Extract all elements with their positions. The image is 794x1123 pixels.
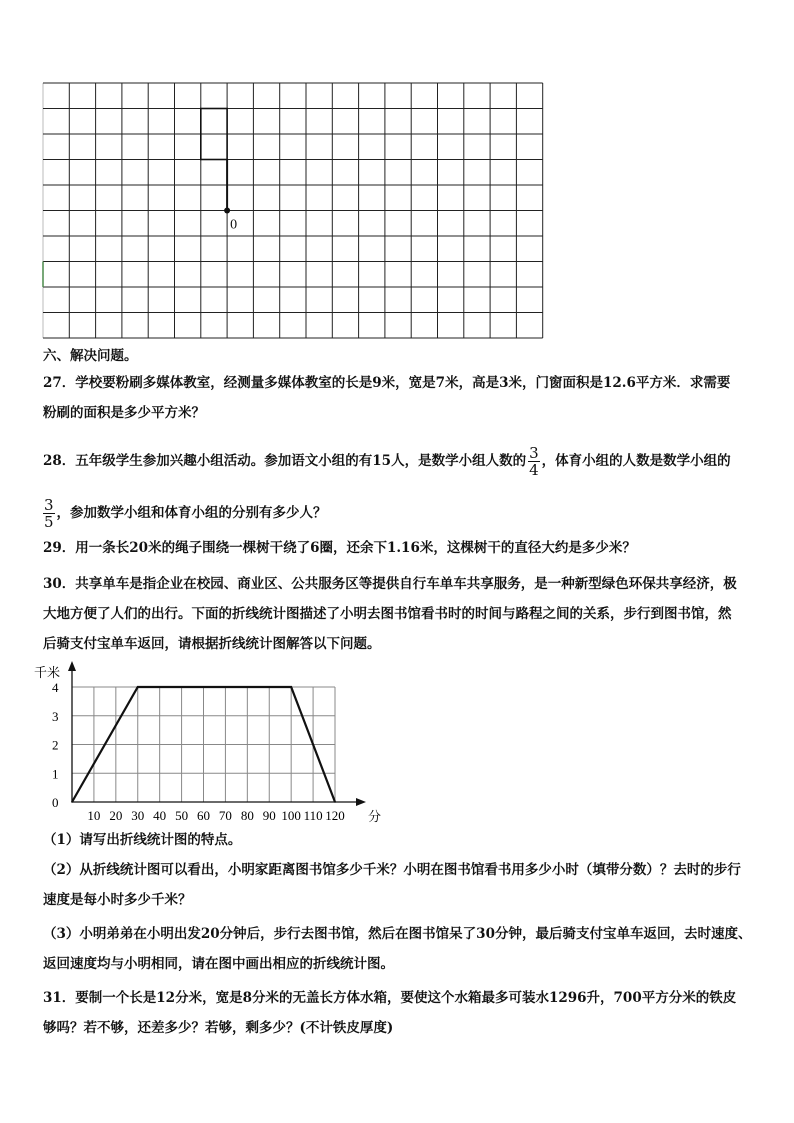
question-28-text: 28．五年级学生参加兴趣小组活动。参加语文小组的有15人，是数学小组人数的 <box>43 453 527 469</box>
section-title: 六、解决问题。 <box>43 348 138 364</box>
y-tick-label: 2 <box>52 737 59 753</box>
fraction-denominator: 4 <box>529 461 539 479</box>
origin-point <box>224 208 230 214</box>
y-axis-label: 千米 <box>34 665 61 680</box>
question-27-line-1: 27．学校要粉刷多媒体教室，经测量多媒体教室的长是9米，宽是7米，高是3米，门窗面积是12.6平方米．求需要 <box>43 375 731 391</box>
question-27-line-2: 粉刷的面积是多少平方米？ <box>43 405 205 421</box>
fraction-numerator: 3 <box>44 496 54 514</box>
fraction-denominator: 5 <box>44 513 54 531</box>
x-tick-label: 90 <box>262 808 276 823</box>
x-tick-label: 20 <box>109 808 123 823</box>
x-tick-label: 120 <box>325 808 345 823</box>
question-30-sub-2-line-2: 速度是每小时多少千米？ <box>43 892 192 908</box>
y-tick-label: 4 <box>52 680 59 695</box>
x-tick-label: 80 <box>240 808 254 823</box>
question-29: 29．用一条长20米的绳子围绕一棵树干绕了6圈，还余下1.16米，这棵树干的直径大约是多少米？ <box>43 540 636 556</box>
x-tick-label: 60 <box>197 808 210 823</box>
series-point <box>290 686 292 688</box>
question-30-line-3: 后骑支付宝单车返回，请根据折线统计图解答以下问题。 <box>43 636 381 652</box>
question-30-line-1: 30．共享单车是指企业在校园、商业区、公共服务区等提供自行车单车共享服务，是一种新型绿色环保共享经济，极 <box>43 576 737 592</box>
question-30-sub-2-line-1: （2）从折线统计图可以看出，小明家距离图书馆多少千米？小明在图书馆看书用多少小时（填带分数）？去时的步行 <box>43 862 741 878</box>
fraction-numerator: 3 <box>529 444 539 462</box>
y-tick-label: 3 <box>52 708 59 724</box>
question-28-text: ，参加数学小组和体育小组的分别有多少人？ <box>56 505 327 521</box>
fraction-three-quarters <box>528 445 540 478</box>
question-28-line-2 <box>43 494 327 532</box>
y-axis-arrow-icon <box>68 661 76 671</box>
question-28-text: ，体育小组的人数是数学小组的 <box>541 453 731 469</box>
question-30-line-2: 大地方便了人们的出行。下面的折线统计图描述了小明去图书馆看书时的时间与路程之间的关系，步行到图书馆，然 <box>43 606 732 622</box>
x-axis-label: 分 <box>368 809 382 824</box>
question-30-sub-3-line-2: 返回速度均与小明相同，请在图中画出相应的折线统计图。 <box>43 956 394 972</box>
x-tick-label: 70 <box>218 808 232 823</box>
x-tick-label: 50 <box>175 808 189 823</box>
x-tick-label: 30 <box>131 808 145 823</box>
series-point <box>71 801 73 803</box>
x-tick-label: 40 <box>153 808 167 823</box>
coordinate-grid <box>40 80 550 342</box>
question-31-line-1: 31．要制一个长是12分米，宽是8分米的无盖长方体水箱，要使这个水箱最多可装水1296升，700平方分米的铁皮 <box>43 990 737 1006</box>
question-30-sub-3-line-1: （3）小明弟弟在小明出发20分钟后，步行去图书馆，然后在图书馆呆了30分钟，最后骑支付宝单车返回，去时速度、 <box>43 926 752 942</box>
y-tick-label: 1 <box>52 766 59 782</box>
distance-time-line-chart <box>30 655 390 830</box>
question-30-sub-1: （1）请写出折线统计图的特点。 <box>43 832 242 848</box>
question-28-line-1 <box>43 442 731 480</box>
series-point <box>137 686 139 688</box>
x-axis-arrow-icon <box>356 798 366 806</box>
x-tick-label: 110 <box>303 808 323 823</box>
fraction-three-fifths <box>43 497 55 530</box>
series-point <box>334 801 336 803</box>
question-31-line-2: 够吗？若不够，还差多少？若够，剩多少？(不计铁皮厚度) <box>43 1020 394 1036</box>
x-tick-label: 10 <box>87 808 101 823</box>
x-tick-label: 100 <box>281 808 301 823</box>
y-tick-label: 0 <box>52 795 59 810</box>
origin-label: 0 <box>230 217 238 233</box>
